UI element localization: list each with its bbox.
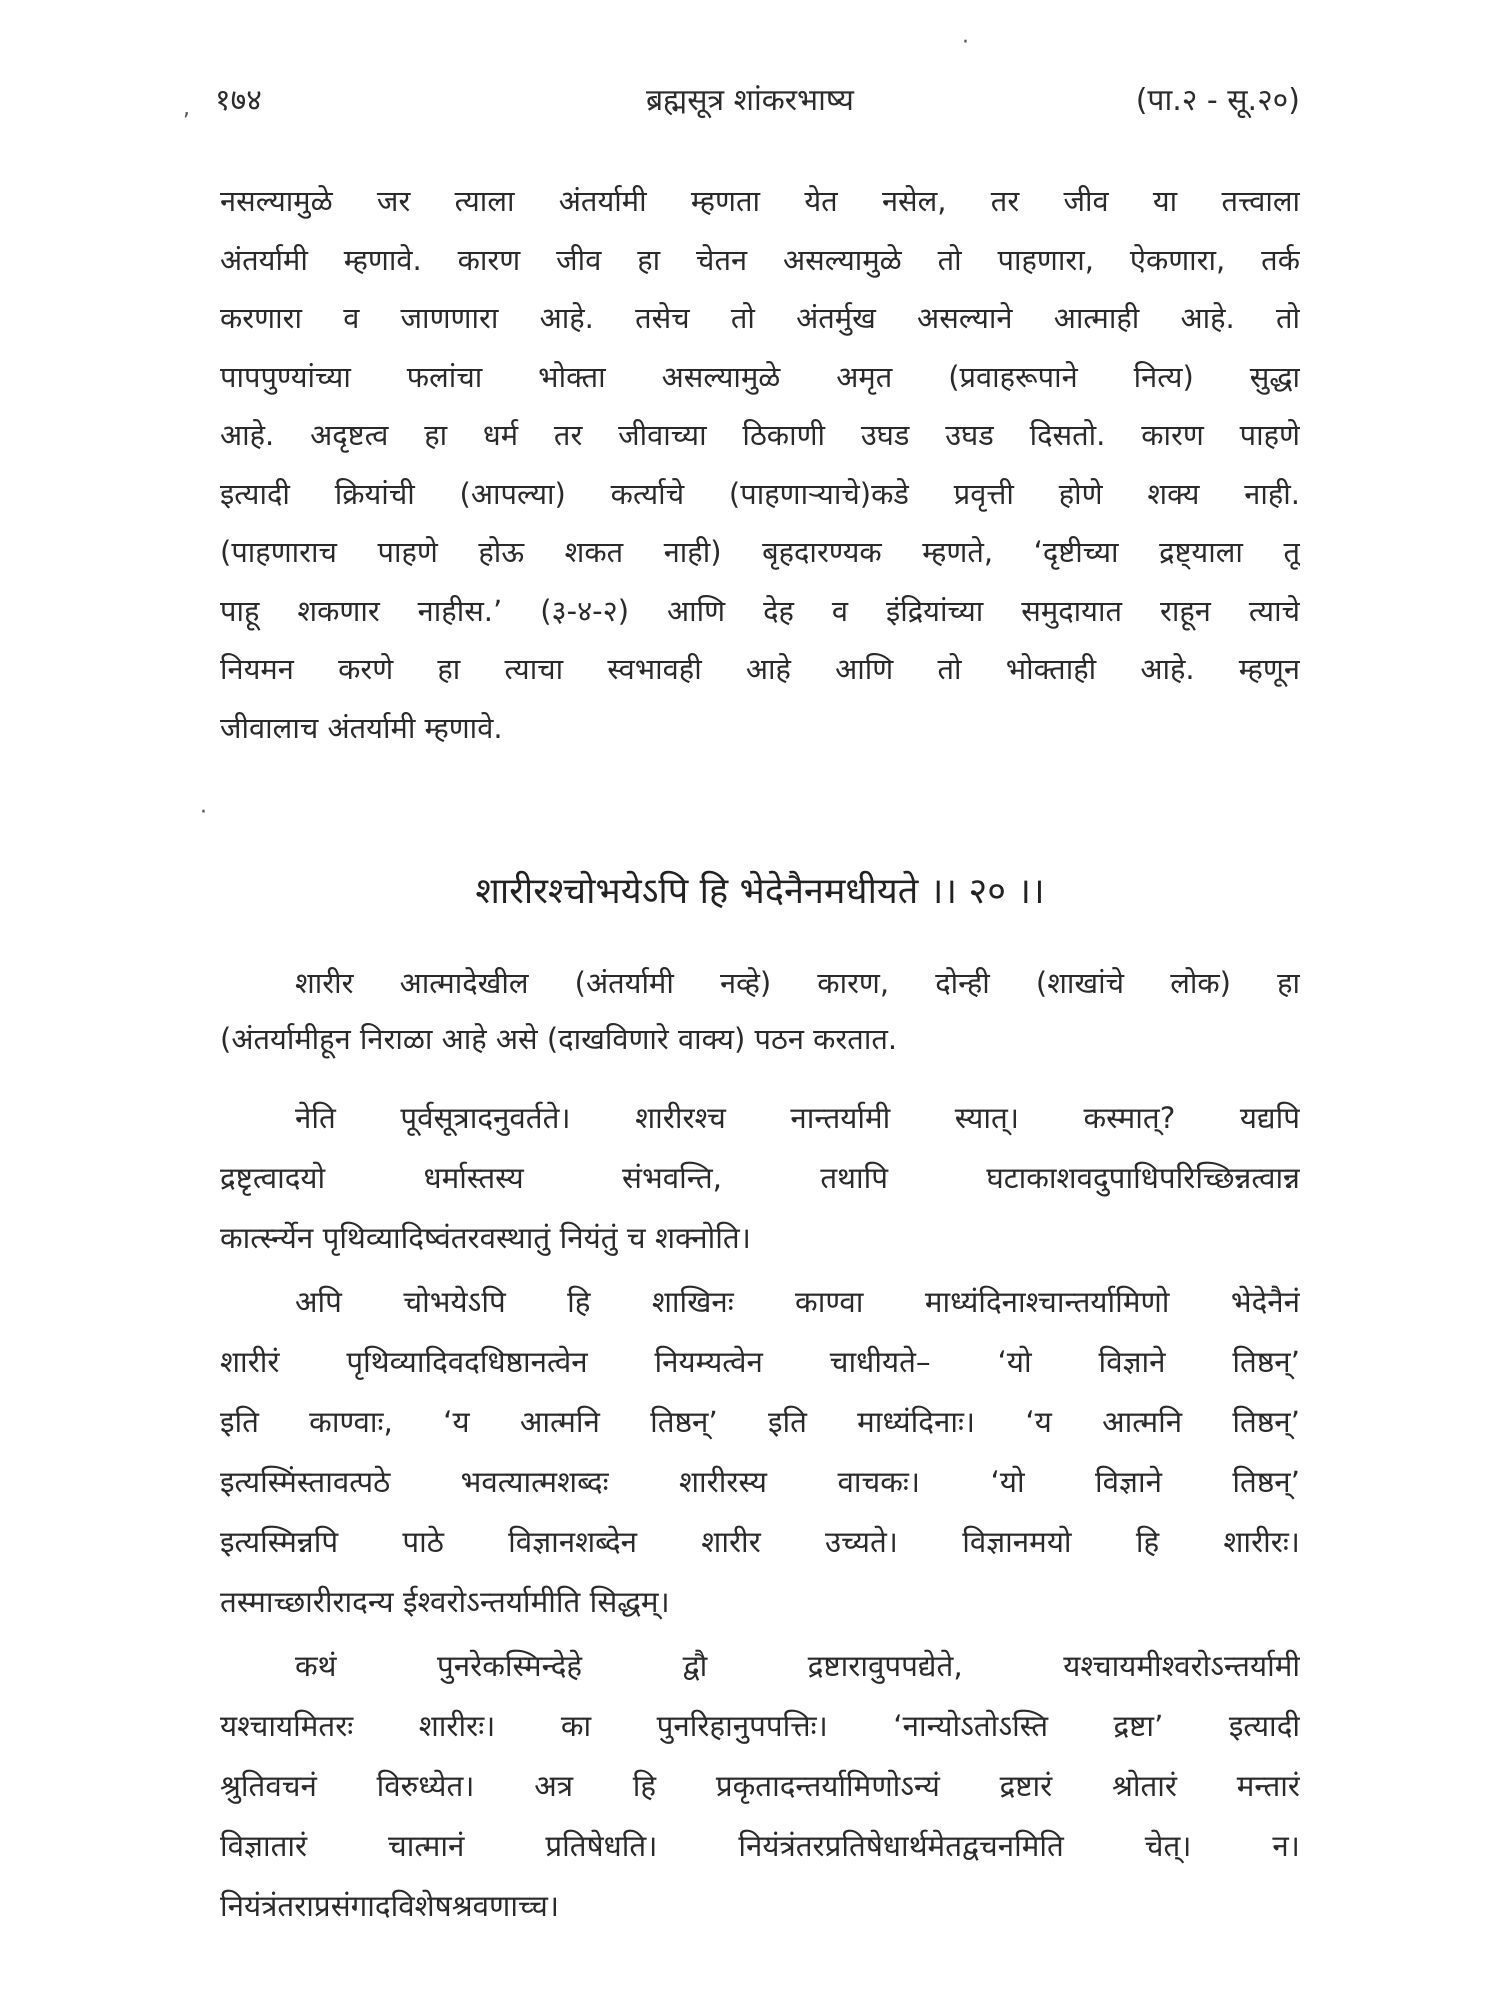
- text-line: नियंत्रंतराप्रसंगादविशेषश्रवणाच्च।: [220, 1889, 560, 1923]
- text-line: श्रुतिवचनं विरुध्येत। अत्र हि प्रकृतादन्तर्यामिणोऽन्यं द्रष्टारं श्रोतारं मन्तारं: [220, 1769, 1300, 1803]
- bhashya-paragraph: [220, 1088, 1300, 1268]
- text-line: इत्यादी क्रियांची (आपल्या) कर्त्याचे (पाहणाऱ्याचे)कडे प्रवृत्ती होणे शक्य नाही.: [220, 476, 1300, 511]
- text-line: तस्माच्छारीरादन्य ईश्वरोऽन्तर्यामीति सिद्धम्।: [220, 1585, 670, 1619]
- text-line: आहे. अदृष्टत्व हा धर्म तर जीवाच्या ठिकाणी उघड उघड दिसतो. कारण पाहणे: [220, 418, 1300, 452]
- speck-mark: ,: [183, 96, 190, 121]
- text-line: (अंतर्यामीहून निराळा आहे असे (दाखविणारे वाक्य) पठन करतात.: [220, 1022, 898, 1056]
- text-line: नेति पूर्वसूत्रादनुवर्तते। शारीरश्च नान्तर्यामी स्यात्। कस्मात्? यद्यपि: [295, 1101, 1300, 1135]
- speck-mark: ·: [962, 30, 969, 55]
- text-line: इत्यस्मिन्नपि पाठे विज्ञानशब्देन शारीर उच्यते। विज्ञानमयो हि शारीरः।: [220, 1525, 1300, 1559]
- text-line: (पाहणाराच पाहणे होऊ शकत नाही) बृहदारण्यक म्हणते, ‘दृष्टीच्या द्रष्ट्याला तू: [220, 535, 1300, 569]
- text-line: शारीरं पृथिव्यादिवदधिष्ठानत्वेन नियम्यत्वेन चाधीयते– ‘यो विज्ञाने तिष्ठन्’: [220, 1345, 1300, 1379]
- text-line: विज्ञातारं चात्मानं प्रतिषेधति। नियंत्रंतरप्रतिषेधार्थमेतद्वचनमिति चेत्। न।: [220, 1829, 1300, 1863]
- sutra-reference: (पा.२ - सू.२०): [1135, 83, 1300, 118]
- text-line: अंतर्यामी म्हणावे. कारण जीव हा चेतन असल्यामुळे तो पाहणारा, ऐकणारा, तर्क: [220, 242, 1300, 277]
- sutra-heading: शारीरश्चोभयेऽपि हि भेदेनैनमधीयते ।। २० ।।: [475, 871, 1045, 912]
- bhashya-paragraph: [220, 1636, 1300, 1936]
- text-line: अपि चोभयेऽपि हि शाखिनः काण्वा माध्यंदिनाश्चान्तर्यामिणो भेदेनैनं: [295, 1285, 1300, 1319]
- speck-mark: ·: [200, 800, 207, 825]
- text-line: पाहू शकणार नाहीस.’ (३-४-२) आणि देह व इंद्रियांच्या समुदायात राहून त्याचे: [220, 593, 1300, 628]
- sanskrit-bhashya: [220, 1088, 1300, 1936]
- bhashya-paragraph: [220, 1272, 1300, 1632]
- text-line: कार्त्स्न्येन पृथिव्यादिष्वंतरवस्थातुं नियंतुं च शक्नोति।: [220, 1221, 751, 1255]
- text-line: कथं पुनरेकस्मिन्देहे द्वौ द्रष्टारावुपपद्येते, यश्चायमीश्वरोऽन्तर्यामी: [295, 1649, 1300, 1683]
- sutra-meaning: [220, 955, 1300, 1067]
- text-line: शारीर आत्मादेखील (अंतर्यामी नव्हे) कारण, दोन्ही (शाखांचे लोक) हा: [295, 966, 1300, 1000]
- text-line: इति काण्वाः, ‘य आत्मनि तिष्ठन्’ इति माध्यंदिनाः। ‘य आत्मनि तिष्ठन्’: [220, 1405, 1300, 1439]
- page-number: १७४: [215, 83, 262, 118]
- text-line: नसल्यामुळे जर त्याला अंतर्यामी म्हणता येत नसेल, तर जीव या तत्त्वाला: [220, 184, 1300, 218]
- text-line: जीवालाच अंतर्यामी म्हणावे.: [220, 710, 503, 745]
- text-line: द्रष्टृत्वादयो धर्मास्तस्य संभवन्ति, तथापि घटाकाशवदुपाधिपरिच्छिन्नत्वान्न: [220, 1161, 1300, 1195]
- text-line: पापपुण्यांच्या फलांचा भोक्ता असल्यामुळे अमृत (प्रवाहरूपाने नित्य) सुद्धा: [220, 359, 1300, 394]
- text-line: करणारा व जाणणारा आहे. तसेच तो अंतर्मुख असल्याने आत्माही आहे. तो: [220, 301, 1300, 335]
- text-line: इत्यस्मिंस्तावत्पठे भवत्यात्मशब्दः शारीरस्य वाचकः। ‘यो विज्ञाने तिष्ठन्’: [220, 1465, 1300, 1499]
- running-header: [200, 78, 1300, 128]
- book-title: ब्रह्मसूत्र शांकरभाष्य: [646, 83, 854, 118]
- text-line: नियमन करणे हा त्याचा स्वभावही आहे आणि तो भोक्ताही आहे. म्हणून: [220, 652, 1300, 686]
- marathi-commentary: [220, 172, 1300, 757]
- text-line: यश्चायमितरः शारीरः। का पुनरिहानुपपत्तिः। ‘नान्योऽतोऽस्ति द्रष्टा’ इत्यादी: [220, 1709, 1300, 1743]
